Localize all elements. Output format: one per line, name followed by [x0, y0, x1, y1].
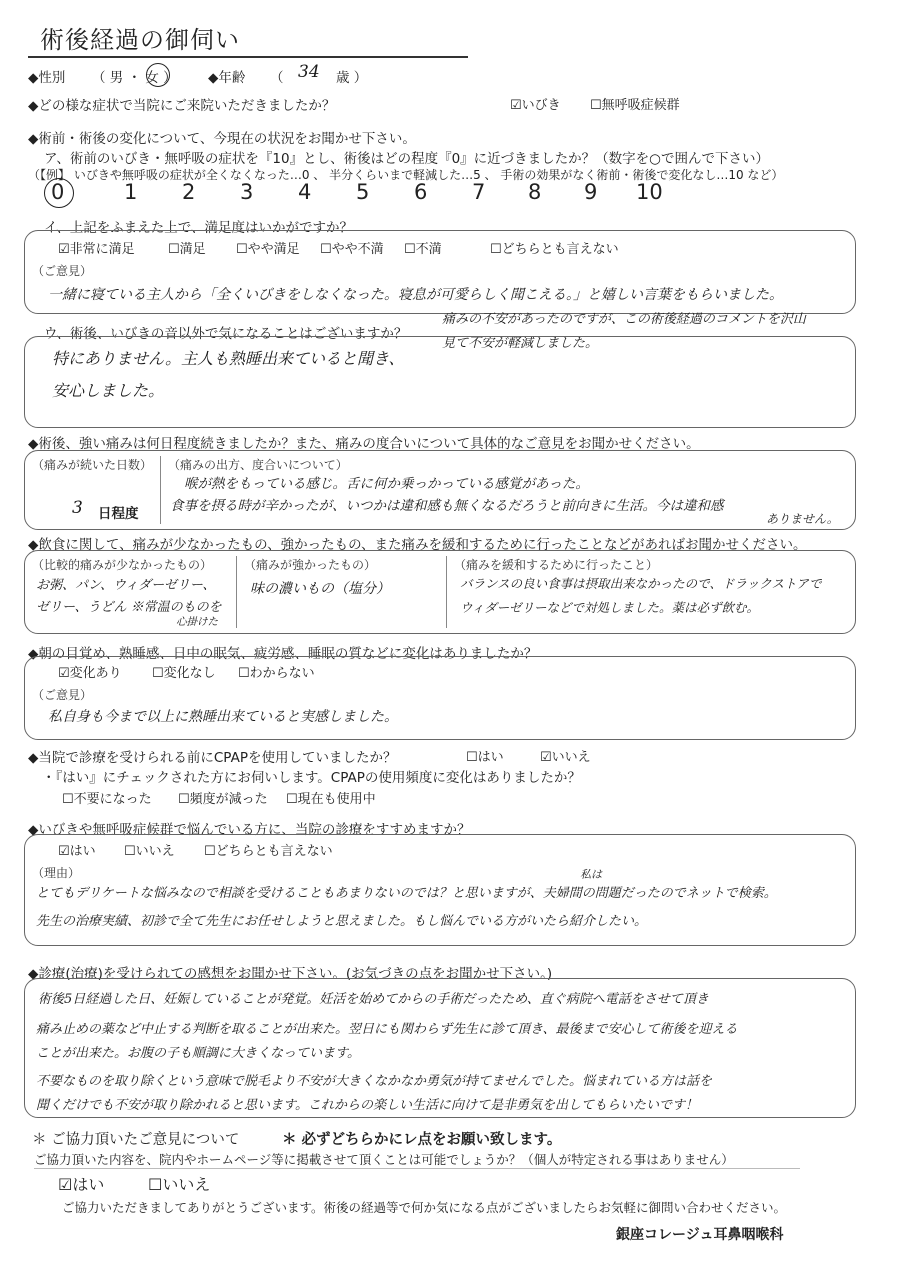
q7-question: ◆いびきや無呼吸症候群で悩んでいる方に、当院の診療をすすめますか？ [28, 822, 471, 838]
gender-label: ◆性別 [28, 70, 66, 86]
food-less-line1: お粥、パン、ウィダーゼリー、 [36, 578, 216, 593]
scale-2[interactable]: 2 [182, 180, 196, 204]
reason-label: （理由） [32, 866, 81, 880]
q8-question: ◆診療(治療)を受けられての感想をお聞かせ下さい。(お気づきの点をお聞かせ下さい。) [28, 966, 553, 982]
age-label: ◆年齢 [208, 70, 246, 86]
q2-sub-a: ア、術前のいびき・無呼吸の症状を『10』とし、術後はどの程度『0』に近づきましたか？（数字を○で囲んで下さい） [44, 151, 769, 167]
q1-option-apnea[interactable]: ☐無呼吸症候群 [590, 98, 680, 113]
sleep-opinion-label: （ご意見） [32, 688, 93, 702]
pain-days-label: （痛みが続いた日数） [32, 458, 153, 472]
satisfaction-somewhat[interactable]: ☐やや満足 [236, 242, 300, 257]
food-less-line3: 心掛けた [176, 616, 218, 628]
scale-5[interactable]: 5 [356, 180, 370, 204]
u-note-line2: 見て不安が軽減しました。 [442, 336, 599, 351]
sleep-changed[interactable]: ☑変化あり [58, 666, 122, 681]
impression-line5: 聞くだけでも不安が取り除かれると思います。これからの楽しい生活に向けて是非勇気を出してもらいたいです！ [36, 1098, 698, 1113]
q1-option-ibiki[interactable]: ☑いびき [510, 98, 561, 113]
satisfaction-unsatisfied[interactable]: ☐不満 [404, 242, 442, 257]
satisfaction-somewhat-unsatisfied[interactable]: ☐やや不満 [320, 242, 384, 257]
food-relief-line1: バランスの良い食事は摂取出来なかったので、ドラックストアで [460, 576, 822, 591]
opinion-label: （ご意見） [32, 264, 93, 278]
pain-detail-label: （痛みの出方、度合いについて） [168, 458, 348, 472]
q3-question: ◆術後、強い痛みは何日程度続きましたか？また、痛みの度合いについて具体的なご意見をお聞かせください。 [28, 436, 700, 452]
q2-question: ◆術前・術後の変化について、今現在の状況をお聞かせ下さい。 [28, 131, 416, 147]
cpap-unnecessary[interactable]: ☐不要になった [62, 792, 152, 807]
sleep-unchanged[interactable]: ☐変化なし [152, 666, 216, 681]
age-open: （ [270, 70, 284, 86]
cpap-still-using[interactable]: ☐現在も使用中 [286, 792, 376, 807]
reason-line1: とてもデリケートな悩みなので相談を受けることもあまりないのでは？と思いますが、夫婦間の問題だったのでネットで検索。 [36, 886, 777, 901]
footer-heading-a: ＊ ご協力頂いたご意見について [32, 1132, 240, 1148]
impression-line3: ことが出来た。お腹の子も順調に大きくなっています。 [36, 1046, 360, 1061]
consent-no[interactable]: ☐いいえ [148, 1175, 211, 1194]
reason-note: 私は [580, 868, 602, 881]
food-less-label: （比較的痛みが少なかったもの） [32, 558, 213, 572]
scale-8[interactable]: 8 [528, 180, 542, 204]
q1-question: ◆どの様な症状で当院にご来院いただきましたか？ [28, 98, 336, 114]
gender-options: （ 男 ・ 女 ） [92, 70, 177, 86]
satisfaction-neither[interactable]: ☐どちらとも言えない [490, 242, 619, 257]
title-underline [28, 56, 468, 58]
sleep-box [24, 656, 856, 740]
sleep-unknown[interactable]: ☐わからない [238, 666, 315, 681]
q2-sub-u: ウ、術後、いびきの音以外で気になることはございますか？ [44, 326, 408, 342]
recommend-yes[interactable]: ☑はい [58, 844, 96, 859]
q2-example: （【例】 いびきや無呼吸の症状が全くなくなった…0 、 半分くらいまで軽減した…5 、 手術の効果がなく術前・術後で変化なし…10 など） [28, 168, 784, 182]
opinion-answer: 一緒に寝ている主人から「全くいびきをしなくなった。寝息が可愛らしく聞こえる。」と嬉しい言葉をもらいました。 [48, 287, 783, 303]
scale-0[interactable]: 0 [51, 180, 65, 204]
q2-sub-i: イ、上記をふまえた上で、満足度はいかがですか？ [44, 220, 354, 236]
u-note-line1: 痛みの不安があったのですが、この術後経過のコメントを沢山 [442, 312, 806, 327]
consent-question: ご協力頂いた内容を、院内やホームページ等に掲載させて頂くことは可能でしょうか？（個人が特定される事はありません） [34, 1152, 734, 1167]
food-strong-value: 味の濃いもの（塩分） [250, 581, 390, 597]
cpap-yes[interactable]: ☐はい [466, 750, 504, 765]
food-divider-1 [236, 556, 237, 628]
clinic-name: 銀座コレージュ耳鼻咽喉科 [616, 1227, 784, 1243]
gender-selected-circle [146, 63, 170, 87]
food-relief-label: （痛みを緩和するために行ったこと） [454, 558, 659, 572]
cpap-no[interactable]: ☑いいえ [540, 750, 591, 765]
u-answer-line2: 安心しました。 [52, 381, 165, 400]
pain-days-value: 3 [72, 498, 83, 518]
footer-heading-b: ＊ 必ずどちらかにレ点をお願い致します。 [282, 1132, 562, 1148]
impression-line2: 痛み止めの薬など中止する判断を取ることが出来た。翌日にも関わらず先生に診て頂き、最後まで安心して術後を迎える [36, 1022, 738, 1037]
impression-line4: 不要なものを取り除くという意味で脱毛より不安が大きくなかなか勇気が持てませんでした。悩まれている方は話を [36, 1074, 713, 1089]
pain-days-suffix: 日程度 [98, 506, 139, 522]
scale-9[interactable]: 9 [584, 180, 598, 204]
food-divider-2 [446, 556, 447, 628]
food-strong-label: （痛みが強かったもの） [244, 558, 377, 572]
scale-6[interactable]: 6 [414, 180, 428, 204]
sleep-opinion: 私自身も今まで以上に熟睡出来ていると実感しました。 [48, 709, 398, 725]
q5-question: ◆朝の目覚め、熟睡感、日中の眠気、疲労感、睡眠の質などに変化はありましたか？ [28, 646, 538, 662]
pain-detail-line2: 食事を摂る時が辛かったが、いつかは違和感も無くなるだろうと前向きに生活。今は違和感 [170, 498, 724, 514]
food-less-line2: ゼリー、うどん ※常温のものを [36, 600, 222, 615]
scale-1[interactable]: 1 [124, 180, 138, 204]
consent-rule [34, 1168, 800, 1169]
scale-3[interactable]: 3 [240, 180, 254, 204]
impression-line1: 術後5日経過した日、妊娠していることが発覚。妊活を始めてからの手術だったため、直ぐ病院へ電話をさせて頂き [38, 992, 709, 1007]
satisfaction-very[interactable]: ☑非常に満足 [58, 242, 135, 257]
page-title: 術後経過の御伺い [40, 26, 240, 54]
scale-7[interactable]: 7 [472, 180, 486, 204]
scale-4[interactable]: 4 [298, 180, 312, 204]
cpap-followup: ・『はい』にチェックされた方にお伺いします。CPAPの使用頻度に変化はありましたか？ [42, 770, 581, 786]
pain-detail-line3: ありません。 [766, 512, 839, 526]
age-suffix: 歳 ） [336, 70, 368, 86]
age-value: 34 [298, 62, 320, 82]
food-relief-line2: ウィダーゼリーなどで対処しました。薬は必ず飲む。 [460, 600, 760, 615]
satisfaction-satisfied[interactable]: ☐満足 [168, 242, 206, 257]
recommend-no[interactable]: ☐いいえ [124, 844, 175, 859]
q4-question: ◆飲食に関して、痛みが少なかったもの、強かったもの、また痛みを緩和するために行ったことなどがあればお聞かせください。 [28, 537, 807, 553]
scale-10[interactable]: 10 [636, 180, 663, 204]
consent-yes[interactable]: ☑はい [58, 1175, 105, 1194]
recommend-neither[interactable]: ☐どちらとも言えない [204, 844, 333, 859]
reason-line2: 先生の治療実績、初診で全て先生にお任せしようと思えました。もし悩んでいる方がいたら紹介したい。 [36, 914, 648, 929]
pain-detail-line1: 喉が熱をもっている感じ。舌に何か乗っかっている感覚があった。 [184, 476, 589, 492]
thanks-text: ご協力いただきましてありがとうございます。術後の経過等で何か気になる点がございましたらお気軽に御問い合わせください。 [62, 1200, 787, 1215]
q6-question: ◆当院で診療を受けられる前にCPAPを使用していましたか？ [28, 750, 397, 766]
u-answer-line1: 特にありません。主人も熟睡出来ていると聞き、 [52, 349, 405, 368]
cpap-reduced[interactable]: ☐頻度が減った [178, 792, 268, 807]
pain-divider [160, 456, 161, 524]
